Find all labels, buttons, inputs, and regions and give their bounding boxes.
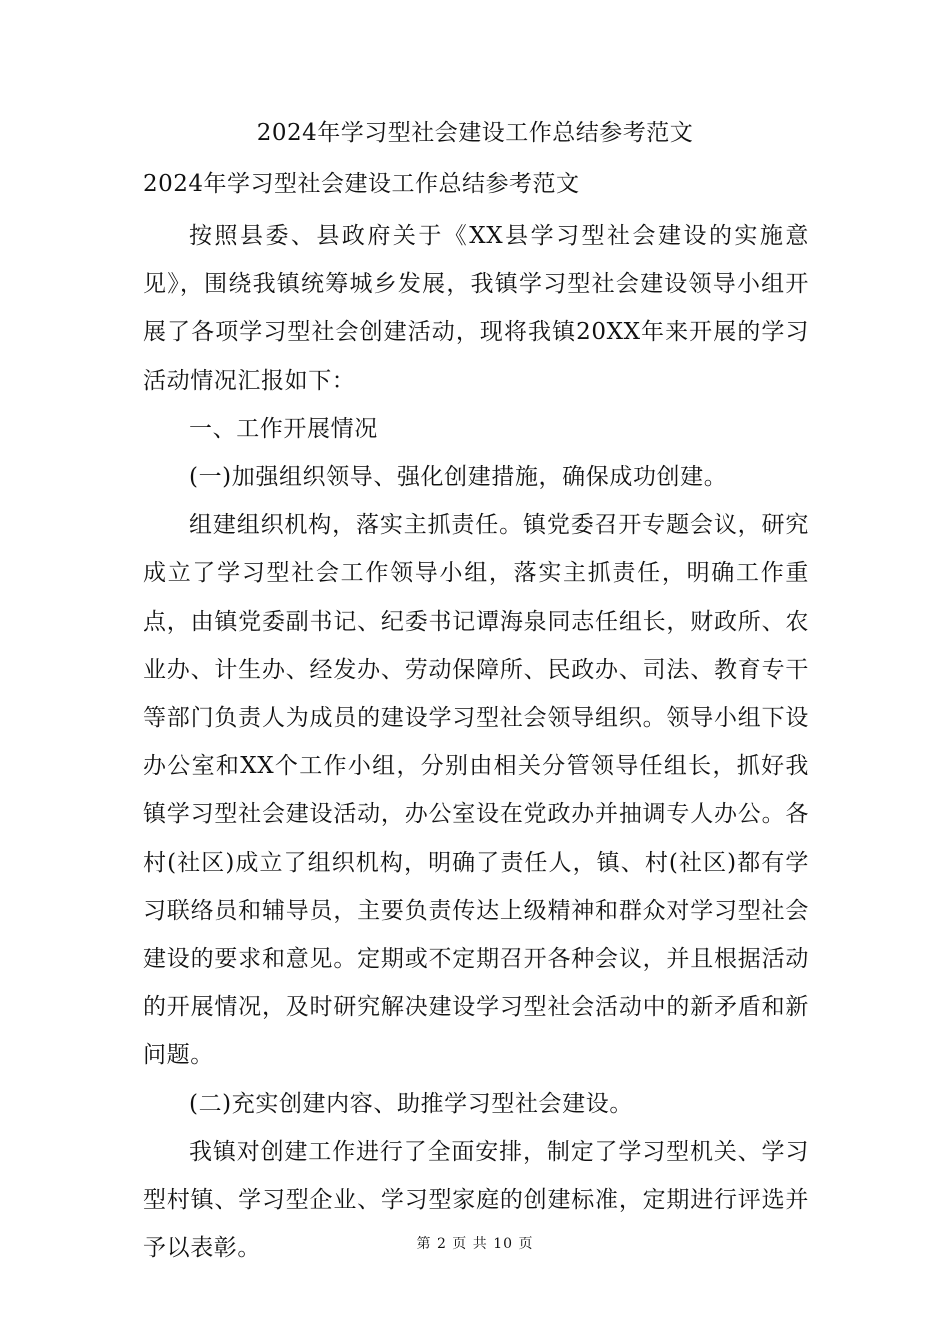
page-footer: 第 2 页 共 10 页 xyxy=(416,1236,534,1252)
paragraph-organization: 组建组织机构，落实主抓责任。镇党委召开专题会议，研究成立了学习型社会工作领导小组，落实主抓责任，明确工作重点，由镇党委副书记、纪委书记谭海泉同志任组长，财政所、农业办、计生办、经发办、劳动保障所、民政办、司法、教育专干等部门负责人为成员的建设学习型社会领导组织。领导小组下设办公室和XX个工作小组，分别由相关分管领导任组长，抓好我镇学习型社会建设活动，办公室设在党政办并抽调专人办公。各村(社区)成立了组织机构，明确了责任人，镇、村(社区)都有学习联络员和辅导员，主要负责传达上级精神和群众对学习型社会建设的要求和意见。定期或不定期召开各种会议，并且根据活动的开展情况，及时研究解决建设学习型社会活动中的新矛盾和新问题。 xyxy=(143,512,809,1069)
document-title: 2024年学习型社会建设工作总结参考范文 xyxy=(256,120,694,146)
paragraph-creation: 我镇对创建工作进行了全面安排，制定了学习型机关、学习型村镇、学习型企业、学习型家庭的创建标准，定期进行评选并予以表彰。 xyxy=(143,1138,809,1262)
document-body xyxy=(143,212,809,1272)
document-subtitle: 2024年学习型社会建设工作总结参考范文 xyxy=(143,171,580,197)
paragraph-intro: 按照县委、县政府关于《XX县学习型社会建设的实施意见》，围绕我镇统筹城乡发展，我镇学习型社会建设领导小组开展了各项学习型社会创建活动，现将我镇20XX年来开展的学习活动情况汇报如下： xyxy=(143,223,809,394)
subsection-heading-2: (二)充实创建内容、助推学习型社会建设。 xyxy=(189,1090,633,1117)
subsection-heading-1: (一)加强组织领导、强化创建措施，确保成功创建。 xyxy=(189,464,728,491)
section-heading-1: 一、工作开展情况 xyxy=(189,415,378,442)
